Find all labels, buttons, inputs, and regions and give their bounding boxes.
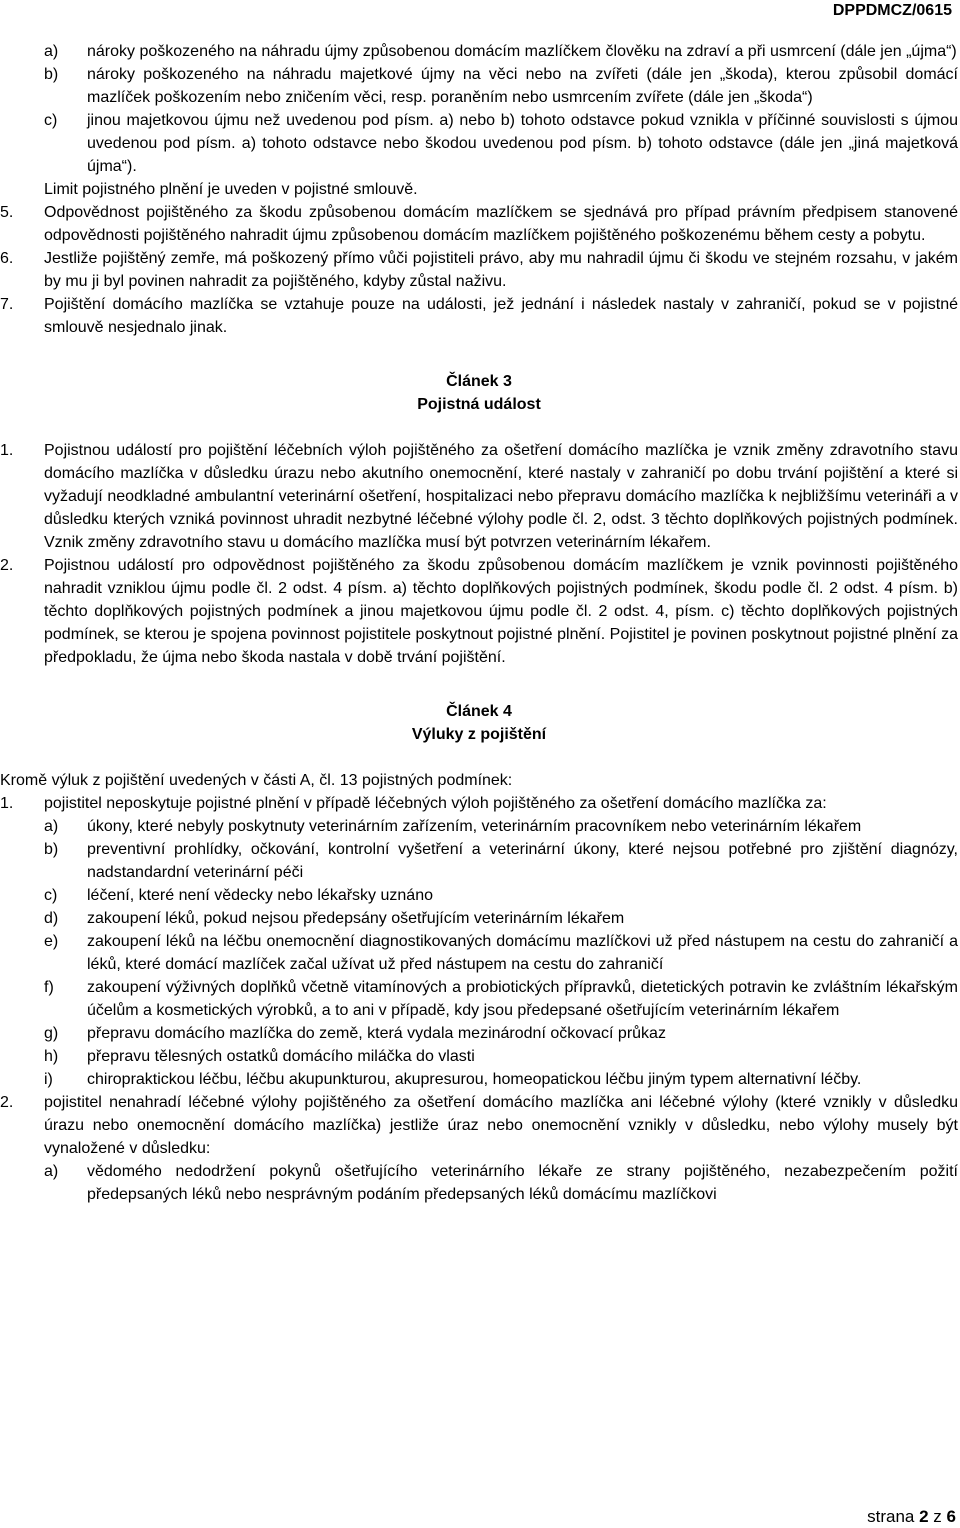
- list-item-text: přepravu tělesných ostatků domácího miláčka do vlasti: [87, 1048, 475, 1065]
- article-4-subtitle: Výluky z pojištění: [411, 726, 547, 743]
- list-subitem: [0, 815, 958, 838]
- list-marker: 2.: [0, 1094, 14, 1111]
- list-item-text: preventivní prohlídky, očkování, kontrolní vyšetření a veterinární úkony, které nejsou potřebné pro zjištění diagnózy, nadstandardní veterinární péči: [87, 841, 958, 881]
- list-item-text: zakoupení výživných doplňků včetně vitamínových a probiotických přípravků, dietetických potravin ke zvláštním lékařským účelům a kosmetických výrobků, a to ani v případě, kdy jsou předepsané ošetřujícím veterinárním lékařem: [87, 979, 958, 1019]
- list-item-text: zakoupení léků na léčbu onemocnění diagnostikovaných domácímu mazlíčkovi už před nástupem na cestu do zahraničí a léků, které domácí mazlíček začal užívat už před nástupem na cestu do zahraničí: [87, 933, 958, 973]
- list-item: [0, 792, 958, 815]
- list-marker: 1.: [0, 795, 14, 812]
- list-marker: h): [44, 1048, 59, 1065]
- list-item-text: Odpovědnost pojištěného za škodu způsobenou domácím mazlíčkem se sjednává pro případ právním předpisem stanovené odpovědnosti pojištěného nahradit újmu způsobenou domácím mazlíčkem pojištěného poškozenému během cesty a pobytu.: [44, 204, 958, 244]
- list-marker: a): [44, 43, 59, 60]
- list-item-text: zakoupení léků, pokud nejsou předepsány ošetřujícím veterinárním lékařem: [87, 910, 625, 927]
- list-item: [0, 40, 958, 63]
- list-subitem: [0, 907, 958, 930]
- list-marker: c): [44, 887, 58, 904]
- page-separator: z: [928, 1507, 947, 1526]
- list-subitem: [0, 1022, 958, 1045]
- page-label: strana: [867, 1507, 920, 1526]
- list-item-text: léčení, které není vědecky nebo lékařsky uznáno: [87, 887, 433, 904]
- list-marker: e): [44, 933, 59, 950]
- list-item-text: chiropraktickou léčbu, léčbu akupunkturou, akupresurou, homeopatickou léčbu jiným typem alternativní léčby.: [87, 1071, 862, 1088]
- article-4-title: Článek 4: [446, 703, 512, 720]
- list-item-text: pojistitel neposkytuje pojistné plnění v případě léčebných výloh pojištěného za ošetření domácího mazlíčka za:: [44, 795, 827, 812]
- list-item: [0, 439, 958, 554]
- list-item-text: jinou majetkovou újmu než uvedenou pod písm. a) nebo b) tohoto odstavce pokud vznikla v příčinné souvislosti s újmou uvedenou pod písm. a) tohoto odstavce nebo škodou uvedenou pod písm. b) tohoto odstavce (dále jen „jiná majetková újma“).: [87, 112, 958, 175]
- list-item-text: přepravu domácího mazlíčka do země, která vydala mezinárodní očkovací průkaz: [87, 1025, 666, 1042]
- list-item-text: nároky poškozeného na náhradu majetkové újmy na věci nebo na zvířeti (dále jen „škoda), kterou způsobil domácí mazlíček poškozením nebo zničením věci, resp. poraněním nebo usmrcením zvířete (dále jen „škoda“): [87, 66, 958, 106]
- list-subitem: [0, 1160, 958, 1206]
- list-item: [0, 63, 958, 109]
- list-marker: 1.: [0, 442, 14, 459]
- list-item-text: Pojistnou událostí pro odpovědnost pojištěného za škodu způsobenou domácím mazlíčkem je vznik povinnosti pojištěného nahradit vzniklou újmu podle čl. 2 odst. 4 písm. a) těchto doplňkových pojistných podmínek, škodu podle čl. 2 odst. 4 písm. b) těchto doplňkových pojistných podmínek a jinou majetkovou újmu podle čl. 2 odst. 4, písm. c) těchto doplňkových pojistných podmínek, se kterou je spojena povinnost pojistitele poskytnout pojistné plnění. Pojistitel je povinen poskytnout pojistné plnění za předpokladu, že újma nebo škoda nastala v době trvání pojištění.: [44, 557, 958, 666]
- page-number: [867, 1506, 956, 1528]
- document-body: [0, 40, 958, 1206]
- list-subitem: [0, 976, 958, 1022]
- list-item: [0, 201, 958, 247]
- list-marker: b): [44, 66, 59, 83]
- list-marker: g): [44, 1025, 59, 1042]
- document-code: DPPDMCZ/0615: [832, 2, 952, 19]
- list-subitem: [0, 930, 958, 976]
- list-item-text: Pojistnou událostí pro pojištění léčebních výloh pojištěného za ošetření domácího mazlíčka je vznik změny zdravotního stavu domácího mazlíčka v důsledku úrazu nebo akutního onemocnění, které nastaly v zahraničí po dobu trvání pojištění a které si vyžadují neodkladné ambulantní veterinární ošetření, hospitalizaci nebo přepravu domácího mazlíčka k nejbližšímu veterináři a v důsledku kterých vzniká povinnost uhradit nezbytné léčebné výlohy podle čl. 2, odst. 3 těchto doplňkových pojistných podmínek. Vznik změny zdravotního stavu u domácího mazlíčka musí být potvrzen veterinárním lékařem.: [44, 442, 958, 551]
- list-subitem: [0, 1045, 958, 1068]
- list-subitem: [0, 884, 958, 907]
- list-item-text: vědomého nedodržení pokynů ošetřujícího veterinárního lékaře ze strany pojištěného, nezabezpečením požití předepsaných léků nebo nesprávným podáním předepsaných léků domácímu mazlíčkovi: [87, 1163, 958, 1203]
- list-item-text: Jestliže pojištěný zemře, má poškozený přímo vůči pojistiteli právo, aby mu nahradil újmu či škodu ve stejném rozsahu, v jakém by mu ji byl povinen nahradit za pojištěného, kdyby zůstal naživu.: [44, 250, 958, 290]
- list-marker: a): [44, 1163, 59, 1180]
- article-3-title: Článek 3: [446, 373, 512, 390]
- list-item-text: úkony, které nebyly poskytnuty veterinárním zařízením, veterinárním pracovníkem nebo veterinárním lékařem: [87, 818, 862, 835]
- list-marker: c): [44, 112, 58, 129]
- list-item-text: nároky poškozeného na náhradu újmy způsobenou domácím mazlíčkem člověku na zdraví a při usmrcení (dále jen „újma“): [87, 43, 957, 60]
- list-subitem: [0, 838, 958, 884]
- list-marker: a): [44, 818, 59, 835]
- list-marker: i): [44, 1071, 53, 1088]
- list-item-text: Pojištění domácího mazlíčka se vztahuje pouze na události, jež jednání i následek nastaly v zahraničí, pokud se v pojistné smlouvě nesjednalo jinak.: [44, 296, 958, 336]
- list-item: [0, 293, 958, 339]
- list-marker: 5.: [0, 204, 14, 221]
- list-item: [0, 1091, 958, 1160]
- list-marker: 2.: [0, 557, 14, 574]
- page-total: 6: [946, 1507, 956, 1526]
- page-current: 2: [919, 1507, 929, 1526]
- list-item: [0, 109, 958, 178]
- list-item-text: pojistitel nenahradí léčebné výlohy pojištěného za ošetření domácího mazlíčka ani léčebné výlohy (které vznikly v důsledku úrazu nebo onemocnění domácího mazlíčka) jestliže úraz nebo onemocnění vznikly v důsledku, nebo výlohy musely být vynaložené v důsledku:: [44, 1094, 958, 1157]
- list-item: [0, 554, 958, 669]
- list-marker: 7.: [0, 296, 14, 313]
- list-marker: 6.: [0, 250, 14, 267]
- article-4-intro: Kromě výluk z pojištění uvedených v části A, čl. 13 pojistných podmínek:: [0, 772, 513, 789]
- list-item: [0, 247, 958, 293]
- list-marker: d): [44, 910, 59, 927]
- list-marker: b): [44, 841, 59, 858]
- list-subitem: [0, 1068, 958, 1091]
- list-marker: f): [44, 979, 54, 996]
- article-3-subtitle: Pojistná událost: [417, 396, 541, 413]
- limit-note: Limit pojistného plnění je uveden v pojistné smlouvě.: [44, 181, 418, 198]
